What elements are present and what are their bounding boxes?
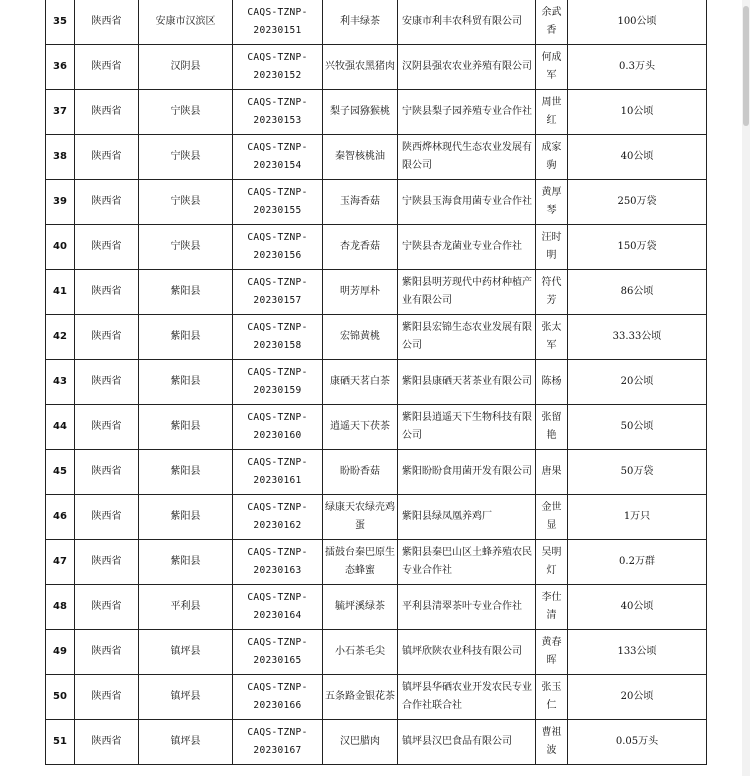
scale-cell: 250万袋 (568, 180, 707, 225)
contact-cell: 曹祖波 (536, 720, 568, 765)
company-cell: 镇坪欣陕农业科技有限公司 (398, 630, 536, 675)
product-name-cell: 盼盼香菇 (323, 450, 398, 495)
company-cell: 紫阳县绿凤凰养鸡厂 (398, 495, 536, 540)
product-name-cell: 杏龙香菇 (323, 225, 398, 270)
contact-cell: 汪时明 (536, 225, 568, 270)
scale-cell: 50公顷 (568, 405, 707, 450)
table-row (46, 45, 707, 90)
table-row (46, 270, 707, 315)
company-cell: 镇坪县汉巴食品有限公司 (398, 720, 536, 765)
table-row (46, 495, 707, 540)
county-cell: 紫阳县 (139, 360, 233, 405)
table-row (46, 405, 707, 450)
company-cell: 宁陕县杏龙菌业专业合作社 (398, 225, 536, 270)
company-cell: 汉阴县强农农业养殖有限公司 (398, 45, 536, 90)
county-cell: 镇坪县 (139, 675, 233, 720)
county-cell: 紫阳县 (139, 495, 233, 540)
contact-cell: 张太军 (536, 315, 568, 360)
row-number: 50 (46, 675, 75, 720)
table-row (46, 180, 707, 225)
county-cell: 紫阳县 (139, 270, 233, 315)
row-number: 44 (46, 405, 75, 450)
company-cell: 安康市利丰农科贸有限公司 (398, 0, 536, 45)
product-name-cell: 玉海香菇 (323, 180, 398, 225)
table-row (46, 225, 707, 270)
scale-cell: 0.3万头 (568, 45, 707, 90)
product-name-cell: 绿康天农绿壳鸡蛋 (323, 495, 398, 540)
cert-number-cell: CAQS-TZNP-20230159 (233, 360, 323, 405)
cert-number-cell: CAQS-TZNP-20230156 (233, 225, 323, 270)
row-number: 39 (46, 180, 75, 225)
scale-cell: 0.05万头 (568, 720, 707, 765)
table-row (46, 540, 707, 585)
scale-cell: 1万只 (568, 495, 707, 540)
product-name-cell: 利丰绿茶 (323, 0, 398, 45)
scale-cell: 100公顷 (568, 0, 707, 45)
product-name-cell: 擂鼓台秦巴原生态蜂蜜 (323, 540, 398, 585)
cert-number-cell: CAQS-TZNP-20230165 (233, 630, 323, 675)
county-cell: 宁陕县 (139, 180, 233, 225)
province-cell: 陕西省 (75, 630, 139, 675)
cert-number-cell: CAQS-TZNP-20230163 (233, 540, 323, 585)
province-cell: 陕西省 (75, 450, 139, 495)
cert-number-cell: CAQS-TZNP-20230162 (233, 495, 323, 540)
company-cell: 宁陕县梨子园养殖专业合作社 (398, 90, 536, 135)
row-number: 51 (46, 720, 75, 765)
company-cell: 紫阳县康硒天茗茶业有限公司 (398, 360, 536, 405)
contact-cell: 唐果 (536, 450, 568, 495)
contact-cell: 黄厚琴 (536, 180, 568, 225)
company-cell: 紫阳县逍遥天下生物科技有限公司 (398, 405, 536, 450)
row-number: 42 (46, 315, 75, 360)
table-row (46, 360, 707, 405)
cert-number-cell: CAQS-TZNP-20230160 (233, 405, 323, 450)
scale-cell: 150万袋 (568, 225, 707, 270)
county-cell: 平利县 (139, 585, 233, 630)
company-cell: 镇坪县华硒农业开发农民专业合作社联合社 (398, 675, 536, 720)
product-name-cell: 宏锦黄桃 (323, 315, 398, 360)
row-number: 48 (46, 585, 75, 630)
county-cell: 紫阳县 (139, 405, 233, 450)
company-cell: 宁陕县玉海食用菌专业合作社 (398, 180, 536, 225)
table-row (46, 90, 707, 135)
product-name-cell: 兴牧强农黑猪肉 (323, 45, 398, 90)
scale-cell: 40公顷 (568, 585, 707, 630)
row-number: 49 (46, 630, 75, 675)
contact-cell: 余武香 (536, 0, 568, 45)
province-cell: 陕西省 (75, 45, 139, 90)
scale-cell: 40公顷 (568, 135, 707, 180)
table-row (46, 675, 707, 720)
cert-number-cell: CAQS-TZNP-20230151 (233, 0, 323, 45)
province-cell: 陕西省 (75, 495, 139, 540)
product-name-cell: 小石茶毛尖 (323, 630, 398, 675)
province-cell: 陕西省 (75, 270, 139, 315)
product-name-cell: 秦智核桃油 (323, 135, 398, 180)
province-cell: 陕西省 (75, 360, 139, 405)
product-name-cell: 毓坪溪绿茶 (323, 585, 398, 630)
cert-number-cell: CAQS-TZNP-20230155 (233, 180, 323, 225)
product-name-cell: 逍遥天下茯茶 (323, 405, 398, 450)
table-row (46, 630, 707, 675)
cert-number-cell: CAQS-TZNP-20230153 (233, 90, 323, 135)
scale-cell: 20公顷 (568, 675, 707, 720)
province-cell: 陕西省 (75, 675, 139, 720)
province-cell: 陕西省 (75, 180, 139, 225)
cert-number-cell: CAQS-TZNP-20230164 (233, 585, 323, 630)
county-cell: 宁陕县 (139, 225, 233, 270)
row-number: 45 (46, 450, 75, 495)
contact-cell: 张留艳 (536, 405, 568, 450)
company-cell: 紫阳县宏锦生态农业发展有限公司 (398, 315, 536, 360)
cert-number-cell: CAQS-TZNP-20230152 (233, 45, 323, 90)
product-name-cell: 康硒天茗白茶 (323, 360, 398, 405)
scrollbar-thumb[interactable] (743, 6, 749, 126)
scale-cell: 133公顷 (568, 630, 707, 675)
row-number: 46 (46, 495, 75, 540)
scale-cell: 10公顷 (568, 90, 707, 135)
province-cell: 陕西省 (75, 225, 139, 270)
contact-cell: 吴明灯 (536, 540, 568, 585)
scale-cell: 86公顷 (568, 270, 707, 315)
contact-cell: 金世显 (536, 495, 568, 540)
contact-cell: 李仕清 (536, 585, 568, 630)
province-cell: 陕西省 (75, 90, 139, 135)
scale-cell: 33.33公顷 (568, 315, 707, 360)
product-name-cell: 汉巴腊肉 (323, 720, 398, 765)
company-cell: 紫阳盼盼食用菌开发有限公司 (398, 450, 536, 495)
product-name-cell: 梨子园猕猴桃 (323, 90, 398, 135)
province-cell: 陕西省 (75, 540, 139, 585)
contact-cell: 陈杨 (536, 360, 568, 405)
scale-cell: 50万袋 (568, 450, 707, 495)
scale-cell: 0.2万群 (568, 540, 707, 585)
row-number: 37 (46, 90, 75, 135)
table-row (46, 0, 707, 45)
cert-number-cell: CAQS-TZNP-20230154 (233, 135, 323, 180)
province-cell: 陕西省 (75, 0, 139, 45)
cert-number-cell: CAQS-TZNP-20230161 (233, 450, 323, 495)
contact-cell: 黄春晖 (536, 630, 568, 675)
county-cell: 紫阳县 (139, 315, 233, 360)
cert-number-cell: CAQS-TZNP-20230158 (233, 315, 323, 360)
product-name-cell: 五条路金银花茶 (323, 675, 398, 720)
contact-cell: 成家驹 (536, 135, 568, 180)
row-number: 41 (46, 270, 75, 315)
table-row (46, 135, 707, 180)
contact-cell: 周世红 (536, 90, 568, 135)
row-number: 47 (46, 540, 75, 585)
county-cell: 紫阳县 (139, 450, 233, 495)
cert-number-cell: CAQS-TZNP-20230166 (233, 675, 323, 720)
table-row (46, 585, 707, 630)
row-number: 40 (46, 225, 75, 270)
row-number: 43 (46, 360, 75, 405)
row-number: 38 (46, 135, 75, 180)
row-number: 36 (46, 45, 75, 90)
contact-cell: 符代芳 (536, 270, 568, 315)
county-cell: 安康市汉滨区 (139, 0, 233, 45)
table-row (46, 315, 707, 360)
company-cell: 陕西烨林现代生态农业发展有限公司 (398, 135, 536, 180)
scrollbar-track[interactable] (742, 0, 750, 776)
cert-number-cell: CAQS-TZNP-20230157 (233, 270, 323, 315)
company-cell: 紫阳县明芳现代中药材种植产业有限公司 (398, 270, 536, 315)
county-cell: 宁陕县 (139, 90, 233, 135)
table-row (46, 720, 707, 765)
province-cell: 陕西省 (75, 405, 139, 450)
county-cell: 汉阴县 (139, 45, 233, 90)
scale-cell: 20公顷 (568, 360, 707, 405)
row-number: 35 (46, 0, 75, 45)
company-cell: 紫阳县秦巴山区土蜂养殖农民专业合作社 (398, 540, 536, 585)
province-cell: 陕西省 (75, 135, 139, 180)
county-cell: 镇坪县 (139, 630, 233, 675)
county-cell: 宁陕县 (139, 135, 233, 180)
company-cell: 平利县清翠茶叶专业合作社 (398, 585, 536, 630)
cert-number-cell: CAQS-TZNP-20230167 (233, 720, 323, 765)
product-name-cell: 明芳厚朴 (323, 270, 398, 315)
contact-cell: 何成军 (536, 45, 568, 90)
contact-cell: 张玉仁 (536, 675, 568, 720)
certification-table (45, 0, 707, 765)
province-cell: 陕西省 (75, 315, 139, 360)
province-cell: 陕西省 (75, 585, 139, 630)
county-cell: 镇坪县 (139, 720, 233, 765)
province-cell: 陕西省 (75, 720, 139, 765)
table-row (46, 450, 707, 495)
county-cell: 紫阳县 (139, 540, 233, 585)
